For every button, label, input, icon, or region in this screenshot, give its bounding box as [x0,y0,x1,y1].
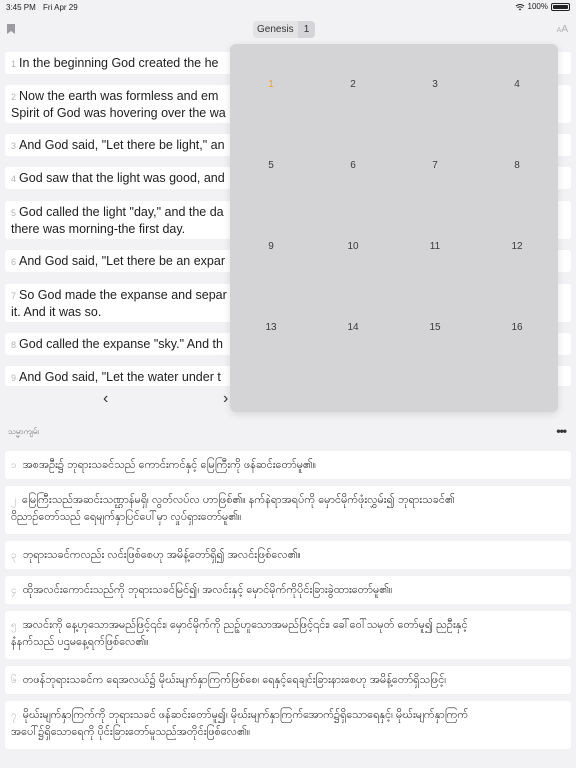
verse-text: God called the expanse "sky." And th [19,337,223,351]
chapter-picker-popover [230,44,558,412]
bookmark-icon[interactable] [7,24,15,34]
chapter-cell-8[interactable]: 8 [514,160,520,171]
verse-text: အပေါ်၌ရှိသောရေကို ပိုင်းခြားတော်မူသည်အတိုင်းဖြစ်လေ၏။ [11,726,251,738]
chapter-cell-5[interactable]: 5 [268,160,274,171]
chapter-cell-13[interactable]: 13 [265,322,277,333]
verse-number: 7 [11,291,17,301]
toolbar [0,14,576,44]
chapter-cell-7[interactable]: 7 [432,160,438,171]
verse-number: ၂ [11,495,16,506]
verse-text: မိုဃ်းမျက်နှာကြက်ကို ဘုရားသခင် ဖန်ဆင်းတော်မူ၍၊ မိုဃ်းမျက်နှာကြက်အောက်၌ရှိသောရေနှင့်၊ မိုဃ်းမျက်နှာကြက် [22,709,469,721]
status-date: Fri Apr 29 [43,3,78,12]
verse-number: 8 [11,340,17,350]
next-chapter-button[interactable]: › [223,390,229,407]
verse-text: God called the light "day," and the da [19,205,224,219]
chapter-cell-1[interactable]: 1 [268,79,274,90]
verse-number: 3 [11,141,17,151]
chapter-cell-16[interactable]: 16 [511,322,523,333]
status-time: 3:45 PM [6,3,36,12]
panel-title: သမ္မာကျမ်း [8,427,40,436]
chapter-cell-14[interactable]: 14 [347,322,359,333]
wifi-icon [515,3,525,11]
chapter-cell-9[interactable]: 9 [268,241,274,252]
verse-text: And God said, "Let there be an expar [19,254,225,268]
verse-number: 5 [11,208,17,218]
verse-card-mm[interactable] [5,486,571,534]
verse-text: မြေကြီးသည်အဆင်းသဏ္ဌာန်မရှိ၊ လွတ်လပ်လ ဟာဖြစ်၏။ နက်နဲရာအရပ်ကို မှောင်မိုက်ဖုံးလွှမ်း၍ ဘုရားသခင်၏ [21,494,455,506]
verse-text: And God said, "Let the water under t [19,370,221,384]
verse-text: it. And it was so. [11,305,102,319]
verse-number: 2 [11,92,17,102]
verse-text: တဖန်ဘုရားသခင်က ရေအလယ်၌ မိုဃ်းမျက်နှာကြက်ဖြစ်စေ၊ ရေနှင့်ရေချင်းခြားနားစေဟု အမိန့်တော်ရှိသဖြင့်၊ [22,674,447,686]
verse-card-mm[interactable] [5,611,571,659]
verse-number: ၆ [11,675,17,686]
verse-text: ဘုရားသခင်ကလည်း လင်းဖြစ်စေဟု အမိန့်တော်ရှိ၍ အလင်းဖြစ်လေ၏။ [22,549,301,561]
chapter-grid [230,44,558,374]
verse-text: In the beginning God created the he [19,56,219,70]
chapter-cell-4[interactable]: 4 [514,79,520,90]
verse-card-mm[interactable] [5,701,571,749]
verse-text: ဝိညာဉ်တော်သည် ရေမျက်နှာပြင်ပေါ်မှာ လှုပ်ရှားတော်မူ၏။ [11,511,242,523]
verse-number: ၄ [11,585,17,596]
battery-percent: 100% [527,2,548,11]
verse-text: အလင်းကို နေ့ဟုသောအမည်ဖြင့်၎င်း၊ မှောင်မိုက်ကို ညဥ့်ဟူသောအမည်ဖြင့်၎င်း၊ ခေါ်ဝေါ်သမုတ် တော်မူ၍ ညဦးနှင့် [22,619,468,631]
status-right [515,2,570,11]
verse-text: there was morning-the first day. [11,222,186,236]
verse-card-mm[interactable] [5,666,571,694]
verse-text: God saw that the light was good, and [19,171,225,185]
verse-card-mm[interactable] [5,451,571,479]
verse-number: ၇ [11,710,17,721]
verse-number: 9 [11,373,17,383]
battery-icon [551,3,570,11]
verse-text: And God said, "Let there be light," an [19,138,225,152]
verse-number: ၁ [11,460,17,471]
verse-text: နံနက်သည် ပဌမနေ့ရက်ဖြစ်လေ၏။ [11,636,149,648]
chapter-cell-6[interactable]: 6 [350,160,356,171]
chapter-cell-2[interactable]: 2 [350,79,356,90]
chapter-cell-3[interactable]: 3 [432,79,438,90]
chapter-cell-10[interactable]: 10 [347,241,359,252]
verse-number: 6 [11,257,17,267]
book-chapter-selector[interactable] [253,21,315,38]
verse-text: အစအဦး၌ ဘုရားသခင်သည် ကောင်းကင်နှင့် မြေကြီးကို ဖန်ဆင်းတော်မူ၏။ [22,459,317,471]
more-options-icon[interactable]: ••• [556,424,566,438]
verse-text: So God made the expanse and separ [19,288,227,302]
chapter-cell-15[interactable]: 15 [429,322,441,333]
verse-number: 4 [11,174,17,184]
verse-card-mm[interactable] [5,576,571,604]
chapter-cell-11[interactable]: 11 [429,241,441,252]
font-size-icon[interactable]: AA [556,24,568,35]
status-bar [0,0,576,14]
verse-text: ထိုအလင်းကောင်းသည်ကို ဘုရားသခင်မြင်၍၊ အလင်းနှင့် မှောင်မိုက်ကိုပိုင်းခြားခွဲထားတော်မူ၏။ [22,584,393,596]
chapter-number[interactable]: 1 [298,21,316,38]
verse-number: ၃ [11,550,17,561]
verse-text: Now the earth was formless and em [19,89,219,103]
previous-chapter-button[interactable]: ‹ [103,390,109,407]
verse-card-mm[interactable] [5,541,571,569]
verse-number: ၅ [11,620,17,631]
verse-text: Spirit of God was hovering over the wa [11,106,226,120]
book-name[interactable]: Genesis [257,24,294,35]
verse-number: 1 [11,59,17,69]
chapter-cell-12[interactable]: 12 [511,241,523,252]
